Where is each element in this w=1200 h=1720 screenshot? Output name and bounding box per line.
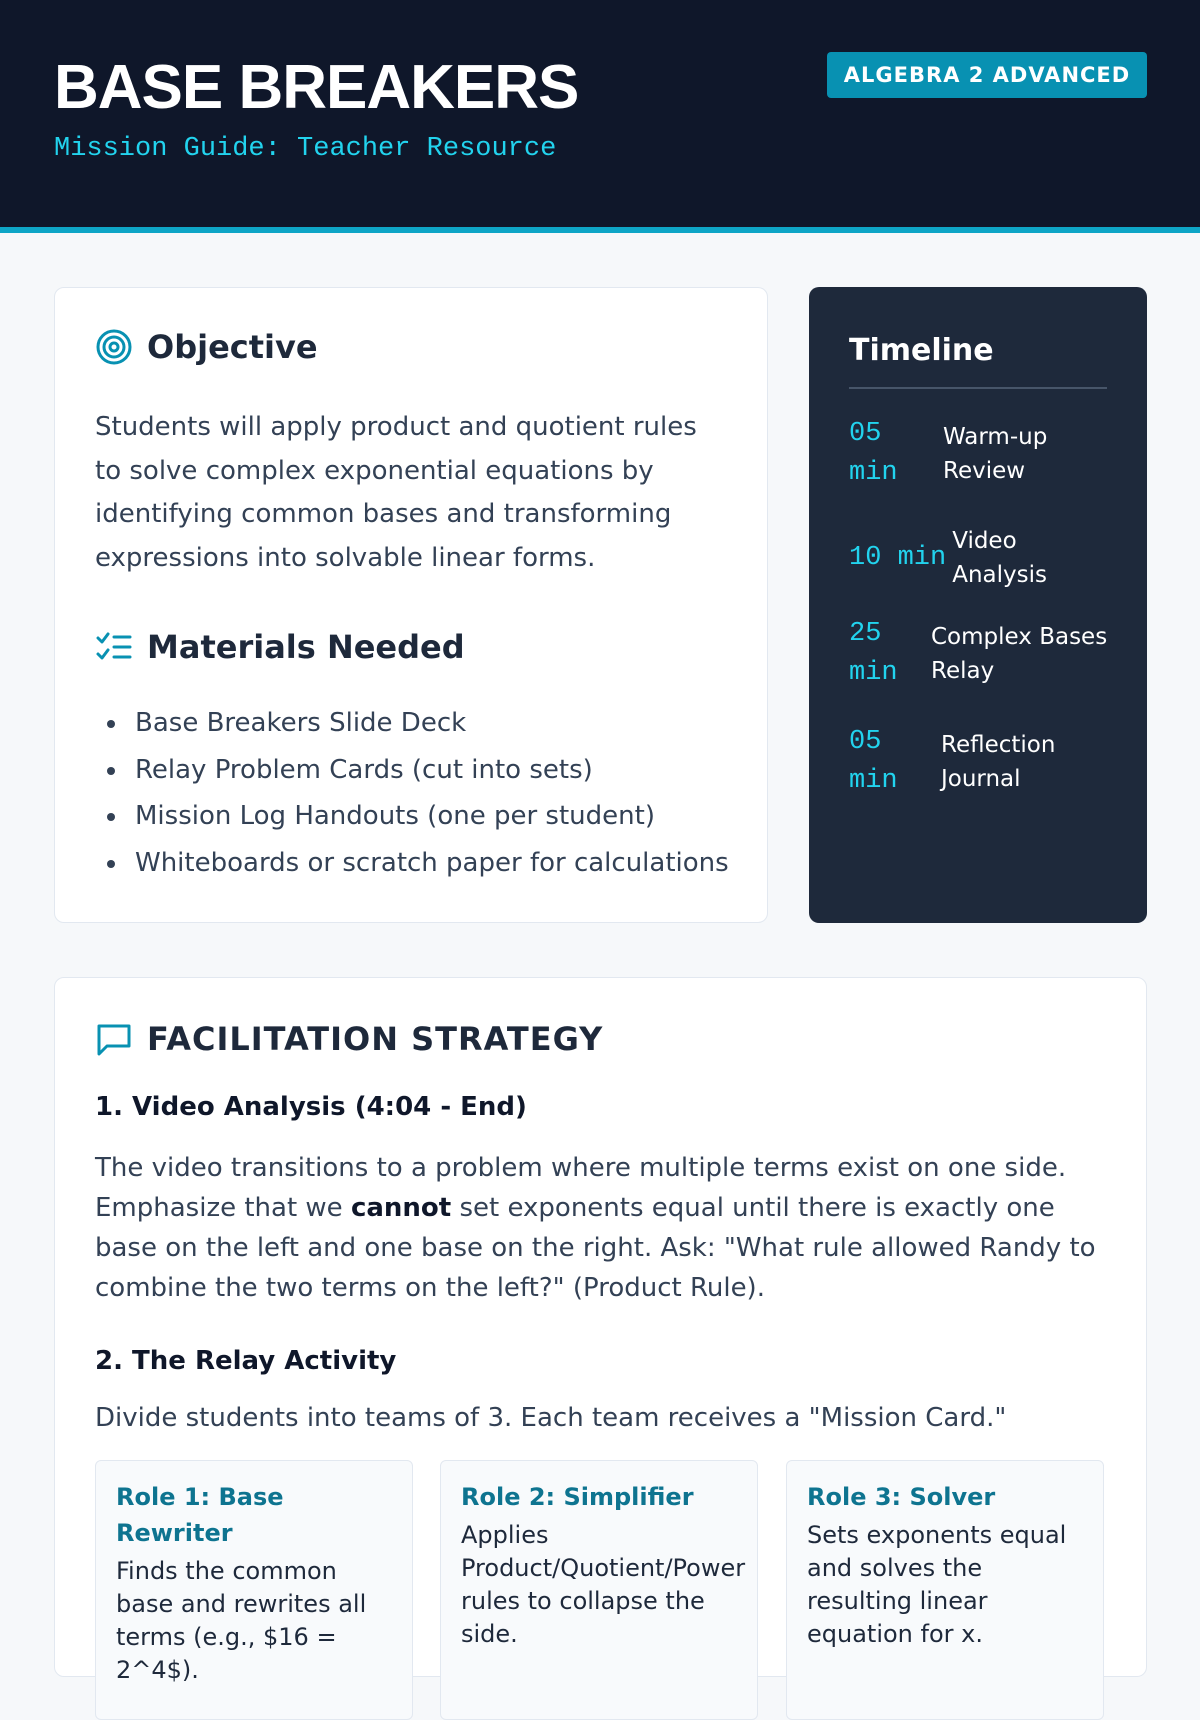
timeline-heading: Timeline <box>849 333 994 368</box>
timeline-duration: 05 min <box>849 727 898 796</box>
emphasis-text: cannot <box>350 1193 452 1223</box>
role-title: Role 2: Simplifier <box>461 1483 694 1511</box>
timeline-label: Warm-up Review <box>943 424 1048 484</box>
role-description: Finds the common base and rewrites all terms (e.g., $16 = 2^4$). <box>116 1557 367 1684</box>
timeline-item <box>849 723 1119 801</box>
role-title: Role 1: Base Rewriter <box>116 1483 284 1547</box>
role-title: Role 3: Solver <box>807 1483 996 1511</box>
timeline-label: Reflection Journal <box>941 732 1056 792</box>
facilitation-card <box>54 977 1147 1684</box>
materials-heading: Materials Needed <box>147 628 465 666</box>
timeline-label: Complex Bases Relay <box>931 624 1108 684</box>
role-description: Applies Product/Quotient/Power rules to collapse the side. <box>461 1521 746 1648</box>
role-card <box>440 1460 758 1720</box>
roles-grid <box>95 1460 1105 1720</box>
timeline-duration: 25 min <box>849 619 898 688</box>
facilitation-heading: FACILITATION STRATEGY <box>147 1020 604 1058</box>
facilitation-heading-row <box>95 1020 603 1058</box>
timeline-item <box>849 415 1119 493</box>
checklist-icon <box>95 628 133 666</box>
materials-list <box>95 700 755 886</box>
list-item: Relay Problem Cards (cut into sets) <box>95 747 755 794</box>
timeline-item <box>849 615 1119 693</box>
speech-bubble-icon <box>95 1020 133 1058</box>
role-card <box>786 1460 1104 1720</box>
header-banner <box>0 0 1200 233</box>
objective-text: Students will apply product and quotient rules to solve complex exponential equations by identifying common bases and transforming expressions into solvable linear forms. <box>95 412 697 573</box>
objective-card <box>54 287 768 923</box>
list-item: Mission Log Handouts (one per student) <box>95 793 755 840</box>
step-2-text: Divide students into teams of 3. Each team receives a "Mission Card." <box>95 1403 1007 1433</box>
target-icon <box>95 328 133 366</box>
materials-heading-row <box>95 628 465 666</box>
list-item: Base Breakers Slide Deck <box>95 700 755 747</box>
role-card <box>95 1460 413 1720</box>
step-1-text: The video transitions to a problem where multiple terms exist on one side. Emphasize that we cannot set exponents equal until there is exactly one base on the left and one base on the right. Ask: "What rule allowed Randy to combine the two terms on the left?" (Product Rule). <box>95 1153 1096 1303</box>
step-2-title: 2. The Relay Activity <box>95 1346 397 1376</box>
timeline-panel <box>809 287 1147 923</box>
objective-heading-row <box>95 328 318 366</box>
timeline-duration: 05 min <box>849 419 898 488</box>
page-title: BASE BREAKERS <box>54 53 579 122</box>
timeline-duration: 10 min <box>849 542 947 573</box>
step-1-title: 1. Video Analysis (4:04 - End) <box>95 1092 527 1122</box>
page-subtitle: Mission Guide: Teacher Resource <box>54 134 557 164</box>
role-description: Sets exponents equal and solves the resulting linear equation for x. <box>807 1521 1067 1648</box>
objective-heading: Objective <box>147 328 318 366</box>
timeline-label: Video Analysis <box>952 528 1047 588</box>
timeline-divider <box>849 387 1107 389</box>
course-level-badge: ALGEBRA 2 ADVANCED <box>827 52 1147 98</box>
timeline-item <box>849 524 1119 592</box>
list-item: Whiteboards or scratch paper for calculations <box>95 840 755 887</box>
